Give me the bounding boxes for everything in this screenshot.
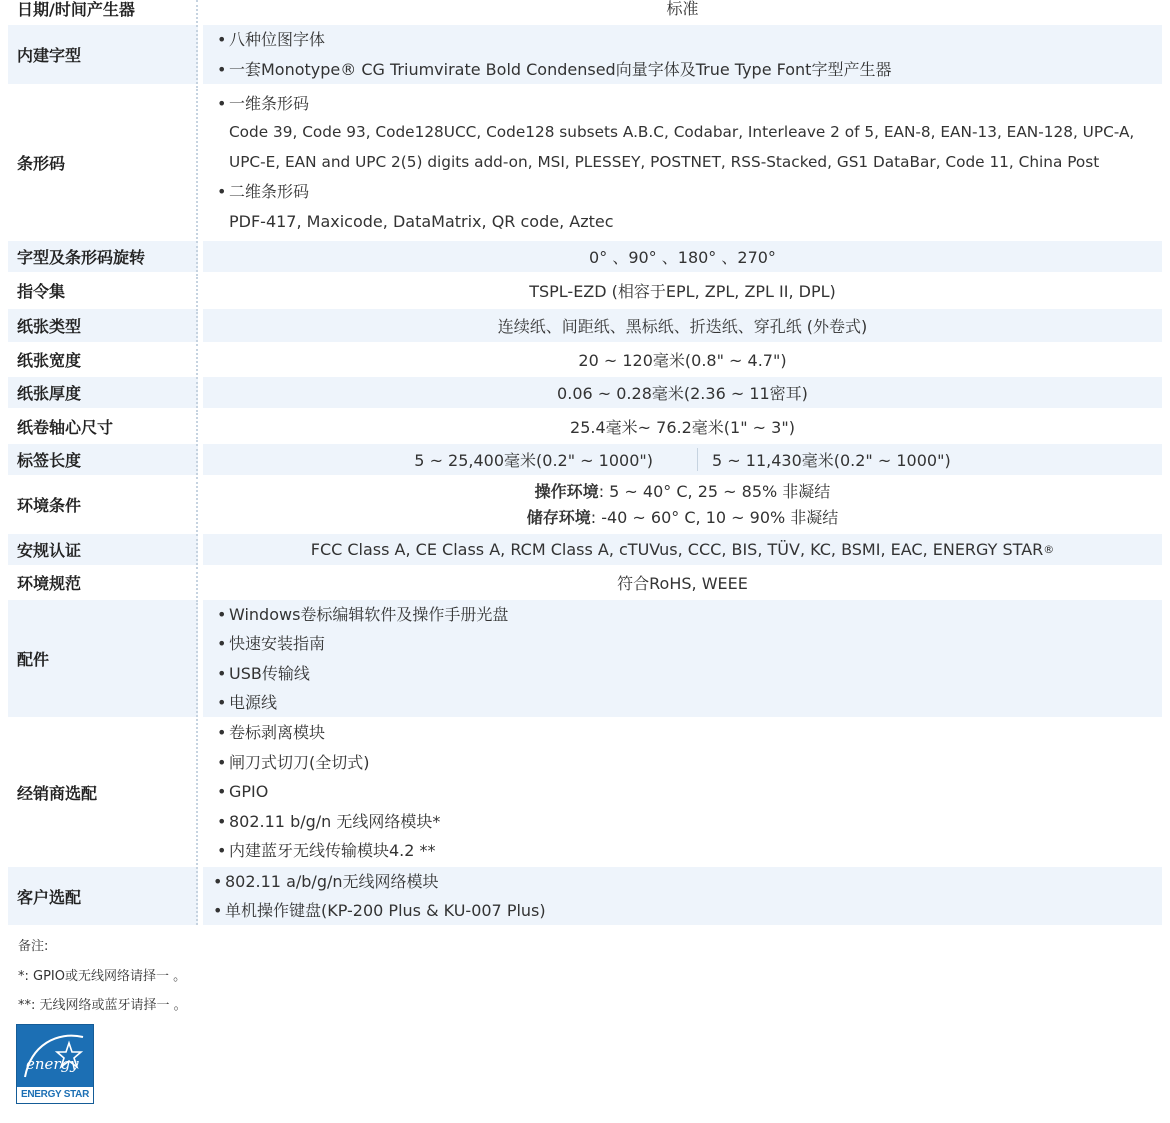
list-item: • 一维条形码 <box>217 89 1162 119</box>
spec-label: 日期/时间产生器 <box>8 0 198 23</box>
note-wireless-bluetooth: **: 无线网络或蓝牙请择一 。 <box>18 998 187 1013</box>
spec-label: 安规认证 <box>8 534 198 565</box>
bullet: • <box>217 841 227 861</box>
spec-value: TSPL-EZD (相容于EPL, ZPL, ZPL II, DPL) <box>529 282 836 301</box>
spec-label: 环境条件 <box>8 477 198 532</box>
spec-row-customer-options <box>8 867 1162 925</box>
spec-label: 纸张厚度 <box>8 377 198 408</box>
list-item: • Windows卷标编辑软件及操作手册光盘 <box>217 600 1162 630</box>
list-item: • 卷标剥离模块 <box>217 718 1162 748</box>
spec-value: 0° 、90° 、180° 、270° <box>203 241 1162 272</box>
spec-row-barcode <box>8 86 1162 239</box>
list-item: • 一套Monotype® CG Triumvirate Bold Condensed向量字体及True Type Font字型产生器 <box>217 55 1162 85</box>
bullet: • <box>217 93 227 113</box>
spec-label: 纸张宽度 <box>8 344 198 375</box>
bullet: • <box>217 634 227 653</box>
list-item: • 八种位图字体 <box>217 25 1162 55</box>
label-length-value-b: 5 ~ 11,430毫米(0.2" ~ 1000") <box>697 448 951 471</box>
label-length-value-a: 5 ~ 25,400毫米(0.2" ~ 1000") <box>414 451 653 470</box>
bullet: • <box>217 30 227 49</box>
bullet: • <box>217 811 227 831</box>
list-item: • GPIO <box>217 777 1162 807</box>
list-item: • 电源线 <box>217 688 1162 718</box>
spec-label: 经销商选配 <box>8 719 198 865</box>
spec-label: 标签长度 <box>8 444 198 475</box>
barcode-2d-line: PDF-417, Maxicode, DataMatrix, QR code, Aztec <box>229 211 614 231</box>
bullet: • <box>217 663 227 683</box>
spec-value: 符合RoHS, WEEE <box>617 574 748 593</box>
list-item: • 内建蓝牙无线传输模块4.2 ** <box>217 836 1162 866</box>
spec-row-dealer-options <box>8 719 1162 865</box>
energy-star-wordmark: ENERGY STAR <box>17 1086 93 1103</box>
registered-mark: ® <box>1043 543 1055 556</box>
list-item: • 快速安装指南 <box>217 629 1162 659</box>
spec-row-env-regulation <box>8 567 1162 598</box>
footnotes <box>18 932 187 1021</box>
spec-label: 纸卷轴心尺寸 <box>8 410 198 442</box>
spec-value-list <box>203 867 1162 925</box>
list-item: • 802.11 b/g/n 无线网络模块* <box>217 807 1162 837</box>
spec-value: 标准 <box>666 0 699 18</box>
list-item: • USB传输线 <box>217 659 1162 689</box>
spec-value: FCC Class A, CE Class A, RCM Class A, cTUVus, CCC, BIS, TÜV, KC, BSMI, EAC, ENERGY STAR ® <box>203 534 1162 565</box>
list-item: • 单机操作键盘(KP-200 Plus & KU-007 Plus) <box>213 896 1162 926</box>
spec-row-accessories <box>8 600 1162 717</box>
note-gpio-wireless: *: GPIO或无线网络请择一 。 <box>18 968 187 984</box>
spec-label: 纸张类型 <box>8 309 198 342</box>
energy-star-logo <box>16 1024 94 1104</box>
spec-label: 条形码 <box>8 86 198 239</box>
spec-row-paper-type <box>8 309 1162 342</box>
spec-label: 配件 <box>8 600 198 717</box>
spec-row-label-length <box>8 444 1162 475</box>
bullet: • <box>213 901 223 920</box>
bullet: • <box>217 752 227 772</box>
spec-row-date-time <box>8 0 1162 23</box>
operating-env-line: 操作环境: 5 ~ 40° C, 25 ~ 85% 非凝结 <box>534 481 831 501</box>
list-item: • 二维条形码 <box>217 177 1162 207</box>
bullet: • <box>217 693 227 712</box>
bullet: • <box>217 59 227 79</box>
barcode-1d-line: UPC-E, EAN and UPC 2(5) digits add-on, MSI, PLESSEY, POSTNET, RSS-Stacked, GS1 DataBar, Code 11, China Post <box>229 152 1100 171</box>
spec-value <box>203 477 1162 532</box>
spec-label: 环境规范 <box>8 567 198 598</box>
spec-row-paper-thickness <box>8 377 1162 408</box>
bullet: • <box>217 604 227 624</box>
list-item: • 闸刀式切刀(全切式) <box>217 748 1162 778</box>
spec-label: 客户选配 <box>8 867 198 925</box>
spec-value-list <box>203 719 1162 865</box>
barcode-1d-line: Code 39, Code 93, Code128UCC, Code128 subsets A.B.C, Codabar, Interleave 2 of 5, EAN-8, EAN-13, EAN-128, UPC-A, <box>229 123 1135 142</box>
energy-script: energy <box>26 1055 79 1073</box>
spec-row-environment <box>8 477 1162 532</box>
spec-value-list <box>203 600 1162 717</box>
energy-star-icon <box>17 1025 93 1087</box>
bullet: • <box>213 871 223 891</box>
spec-value: 25.4毫米~ 76.2毫米(1" ~ 3") <box>570 417 795 437</box>
spec-label: 字型及条形码旋转 <box>8 241 198 272</box>
spec-value <box>203 444 1162 475</box>
bullet: • <box>217 782 227 802</box>
spec-value: 连续纸、间距纸、黑标纸、折迭纸、穿孔纸 (外卷式) <box>203 309 1162 342</box>
list-item: • 802.11 a/b/g/n无线网络模块 <box>213 867 1162 897</box>
spec-row-paper-width <box>8 344 1162 375</box>
spec-value: 0.06 ~ 0.28毫米(2.36 ~ 11密耳) <box>203 377 1162 408</box>
spec-value-list <box>203 86 1162 239</box>
storage-env-line: 储存环境: -40 ~ 60° C, 10 ~ 90% 非凝结 <box>526 507 839 527</box>
spec-row-command-set <box>8 274 1162 307</box>
notes-title: 备注: <box>18 939 49 954</box>
spec-row-rotation <box>8 241 1162 272</box>
spec-value: 20 ~ 120毫米(0.8" ~ 4.7") <box>578 351 787 370</box>
spec-label: 内建字型 <box>8 25 198 84</box>
spec-label: 指令集 <box>8 274 198 307</box>
spec-row-core-size <box>8 410 1162 442</box>
bullet: • <box>217 723 227 743</box>
bullet: • <box>217 182 227 202</box>
spec-row-safety <box>8 534 1162 565</box>
spec-row-fonts <box>8 25 1162 84</box>
spec-value-list <box>203 25 1162 84</box>
